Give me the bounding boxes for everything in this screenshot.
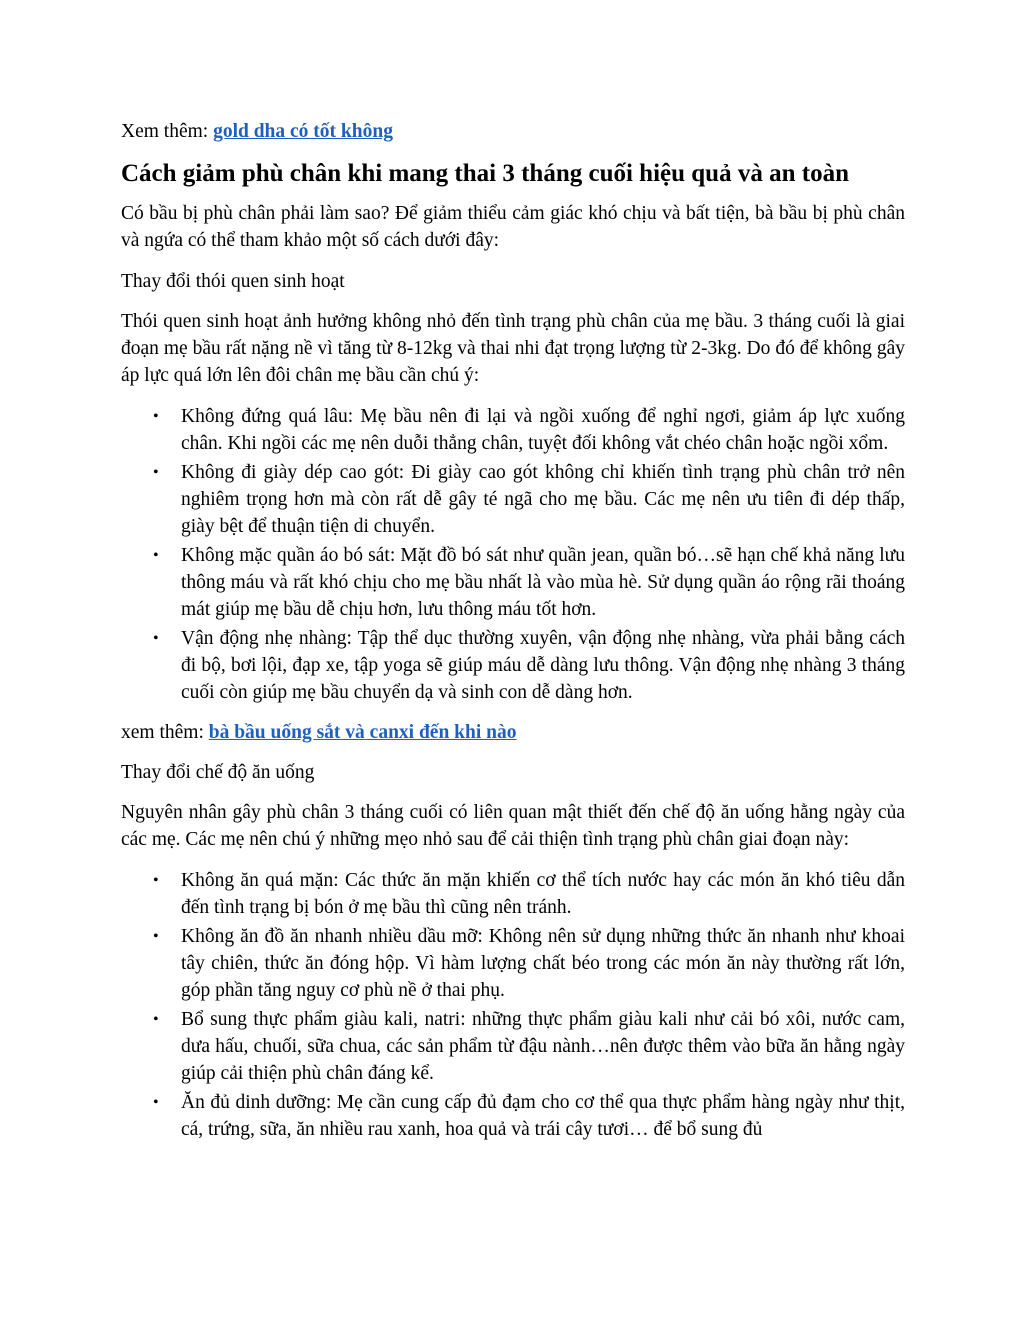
see-more-2-prefix: xem thêm: <box>121 722 209 743</box>
bullet-icon: • <box>153 928 159 945</box>
section1-title: Thay đổi thói quen sinh hoạt <box>121 271 345 292</box>
bullet-icon: • <box>153 408 159 425</box>
bullet-icon: • <box>153 464 159 481</box>
document-page <box>121 118 905 1156</box>
list-item <box>121 1006 905 1087</box>
list-item <box>121 867 905 921</box>
list-item <box>121 1089 905 1143</box>
section1-bullet-list <box>121 403 905 706</box>
list-item-text: Không đứng quá lâu: Mẹ bầu nên đi lại và ngồi xuống để nghỉ ngơi, giảm áp lực xuống chân. Khi ngồi các mẹ nên duỗi thẳng chân, tuyệt đối không vắt chéo chân hoặc ngồi xổm. <box>181 406 905 454</box>
list-item <box>121 459 905 540</box>
section1-body: Thói quen sinh hoạt ảnh hưởng không nhỏ đến tình trạng phù chân của mẹ bầu. 3 tháng cuối là giai đoạn mẹ bầu rất nặng nề vì tăng từ 8-12kg và thai nhi đạt trọng lượng từ 2-3kg. Do đó để không gây áp lực quá lớn lên đôi chân mẹ bầu cần chú ý: <box>121 311 905 386</box>
see-more-1-prefix: Xem thêm: <box>121 121 214 142</box>
bullet-icon: • <box>153 630 159 647</box>
list-item-text: Bổ sung thực phẩm giàu kali, natri: những thực phẩm giàu kali như cải bó xôi, nước cam, dưa hấu, chuối, sữa chua, các sản phẩm từ đậu nành…nên được thêm vào bữa ăn hằng ngày giúp cải thiện phù chân đáng kể. <box>181 1009 905 1084</box>
bullet-icon: • <box>153 872 159 889</box>
list-item <box>121 625 905 706</box>
section2-title: Thay đổi chế độ ăn uống <box>121 762 315 783</box>
list-item <box>121 542 905 623</box>
article-heading: Cách giảm phù chân khi mang thai 3 tháng cuối hiệu quả và an toàn <box>121 160 849 187</box>
list-item-text: Không đi giày dép cao gót: Đi giày cao gót không chỉ khiến tình trạng phù chân trở nên nghiêm trọng hơn mà còn rất dễ gây té ngã cho mẹ bầu. Các mẹ nên ưu tiên đi dép thấp, giày bệt để thuận tiện di chuyển. <box>181 462 905 537</box>
see-more-1 <box>121 118 905 145</box>
list-item-text: Vận động nhẹ nhàng: Tập thể dục thường xuyên, vận động nhẹ nhàng, vừa phải bằng cách đi bộ, bơi lội, đạp xe, tập yoga sẽ giúp máu dễ dàng lưu thông. Vận động nhẹ nhàng 3 tháng cuối còn giúp mẹ bầu chuyển dạ và sinh con dễ dàng hơn. <box>181 628 905 703</box>
bullet-icon: • <box>153 1011 159 1028</box>
list-item-text: Không ăn đồ ăn nhanh nhiều dầu mỡ: Không nên sử dụng những thức ăn nhanh như khoai tây chiên, thức ăn đóng hộp. Vì hàm lượng chất béo trong các món ăn này thường rất lớn, góp phần tăng nguy cơ phù nề ở thai phụ. <box>181 926 905 1001</box>
see-more-2 <box>121 719 905 746</box>
list-item <box>121 923 905 1004</box>
list-item-text: Ăn đủ dinh dưỡng: Mẹ cần cung cấp đủ đạm cho cơ thể qua thực phẩm hàng ngày như thịt, cá, trứng, sữa, ăn nhiều rau xanh, hoa quả và trái cây tươi… để bổ sung đủ <box>181 1092 905 1140</box>
bullet-icon: • <box>153 1094 159 1111</box>
list-item-text: Không mặc quần áo bó sát: Mặt đồ bó sát như quần jean, quần bó…sẽ hạn chế khả năng lưu thông máu và rất khó chịu cho mẹ bầu nhất là vào mùa hè. Sử dụng quần áo rộng rãi thoáng mát giúp mẹ bầu dễ chịu hơn, lưu thông máu tốt hơn. <box>181 545 905 620</box>
see-more-1-link[interactable]: gold dha có tốt không <box>213 121 393 142</box>
see-more-2-link[interactable]: bà bầu uống sắt và canxi đến khi nào <box>208 722 517 743</box>
section2-bullet-list <box>121 867 905 1143</box>
bullet-icon: • <box>153 547 159 564</box>
section2-body: Nguyên nhân gây phù chân 3 tháng cuối có liên quan mật thiết đến chế độ ăn uống hằng ngày của các mẹ. Các mẹ nên chú ý những mẹo nhỏ sau để cải thiện tình trạng phù chân giai đoạn này: <box>121 802 905 850</box>
list-item <box>121 403 905 457</box>
list-item-text: Không ăn quá mặn: Các thức ăn mặn khiến cơ thể tích nước hay các món ăn khó tiêu dẫn đến tình trạng bị bón ở mẹ bầu thì cũng nên tránh. <box>181 870 905 918</box>
intro-paragraph: Có bầu bị phù chân phải làm sao? Để giảm thiểu cảm giác khó chịu và bất tiện, bà bầu bị phù chân và ngứa có thể tham khảo một số cách dưới đây: <box>121 203 905 251</box>
